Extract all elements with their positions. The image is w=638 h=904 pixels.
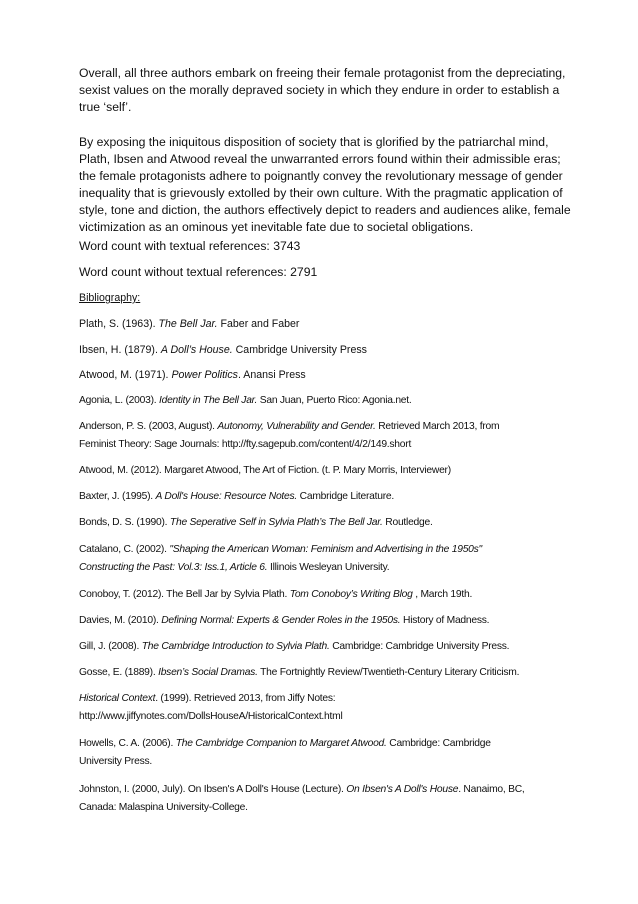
conclusion-paragraph-2: By exposing the iniquitous disposition of society that is glorified by the patriarchal mind, Plath, Ibsen and Atwood reveal the unwarranted errors found within their admissible eras; the female protagonists adhere to poignantly convey the revolutionary message of gender inequality that is grievously extolled by their own culture. With the pragmatic application of style, tone and diction, the authors effectively depict to readers and audiences alike, female victimization as an ominous yet inevitable fate due to societal obligations. [79,135,571,234]
bibliography-entry: Howells, C. A. (2006). The Cambridge Companion to Margaret Atwood. Cambridge: Cambridge University Press. [79,738,491,767]
word-count-with-references: Word count with textual references: 3743 [79,239,301,253]
bibliography-entry: Davies, M. (2010). Defining Normal: Experts & Gender Roles in the 1950s. History of Madness. [79,615,490,626]
bibliography-entry: Baxter, J. (1995). A Doll's House: Resource Notes. Cambridge Literature. [79,491,394,502]
bibliography-entry: Gill, J. (2008). The Cambridge Introduction to Sylvia Plath. Cambridge: Cambridge University Press. [79,641,510,652]
bibliography-entry: Historical Context. (1999). Retrieved 2013, from Jiffy Notes: http://www.jiffynotes.com/DollsHouseA/HistoricalContext.html [79,693,343,722]
bibliography-heading: Bibliography: [79,292,141,304]
bibliography-entry: Bonds, D. S. (1990). The Seperative Self in Sylvia Plath’s The Bell Jar. Routledge. [79,517,433,528]
bibliography-entry: Plath, S. (1963). The Bell Jar. Faber and Faber [79,318,300,330]
bibliography-entry: Ibsen, H. (1879). A Doll’s House. Cambridge University Press [79,344,367,356]
bibliography-entry: Johnston, I. (2000, July). On Ibsen's A Doll's House (Lecture). On Ibsen's A Doll's House. Nanaimo, BC, Canada: Malaspina University-College. [79,784,525,813]
conclusion-paragraph-1: Overall, all three authors embark on freeing their female protagonist from the depreciating, sexist values on the morally depraved society in which they endure in order to establish a true ‘self’. [79,66,566,114]
bibliography-entry: Catalano, C. (2002). "Shaping the American Woman: Feminism and Advertising in the 1950s" Constructing the Past: Vol.3: Iss.1, Article 6. Illinois Wesleyan University. [79,544,482,573]
bibliography-entry: Agonia, L. (2003). Identity in The Bell Jar. San Juan, Puerto Rico: Agonia.net. [79,395,412,406]
bibliography-entry: Atwood, M. (1971). Power Politics. Anansi Press [79,369,306,381]
word-count-without-references: Word count without textual references: 2791 [79,265,318,279]
bibliography-entry: Anderson, P. S. (2003, August). Autonomy, Vulnerability and Gender. Retrieved March 2013, from Feminist Theory: Sage Journals: http://fty.sagepub.com/content/4/2/149.short [79,421,500,450]
bibliography-entry: Conoboy, T. (2012). The Bell Jar by Sylvia Plath. Tom Conoboy’s Writing Blog , March 19th. [79,589,473,600]
bibliography-entry: Gosse, E. (1889). Ibsen’s Social Dramas. The Fortnightly Review/Twentieth-Century Literary Criticism. [79,667,520,678]
bibliography-entry: Atwood, M. (2012). Margaret Atwood, The Art of Fiction. (t. P. Mary Morris, Interviewer) [79,465,451,476]
